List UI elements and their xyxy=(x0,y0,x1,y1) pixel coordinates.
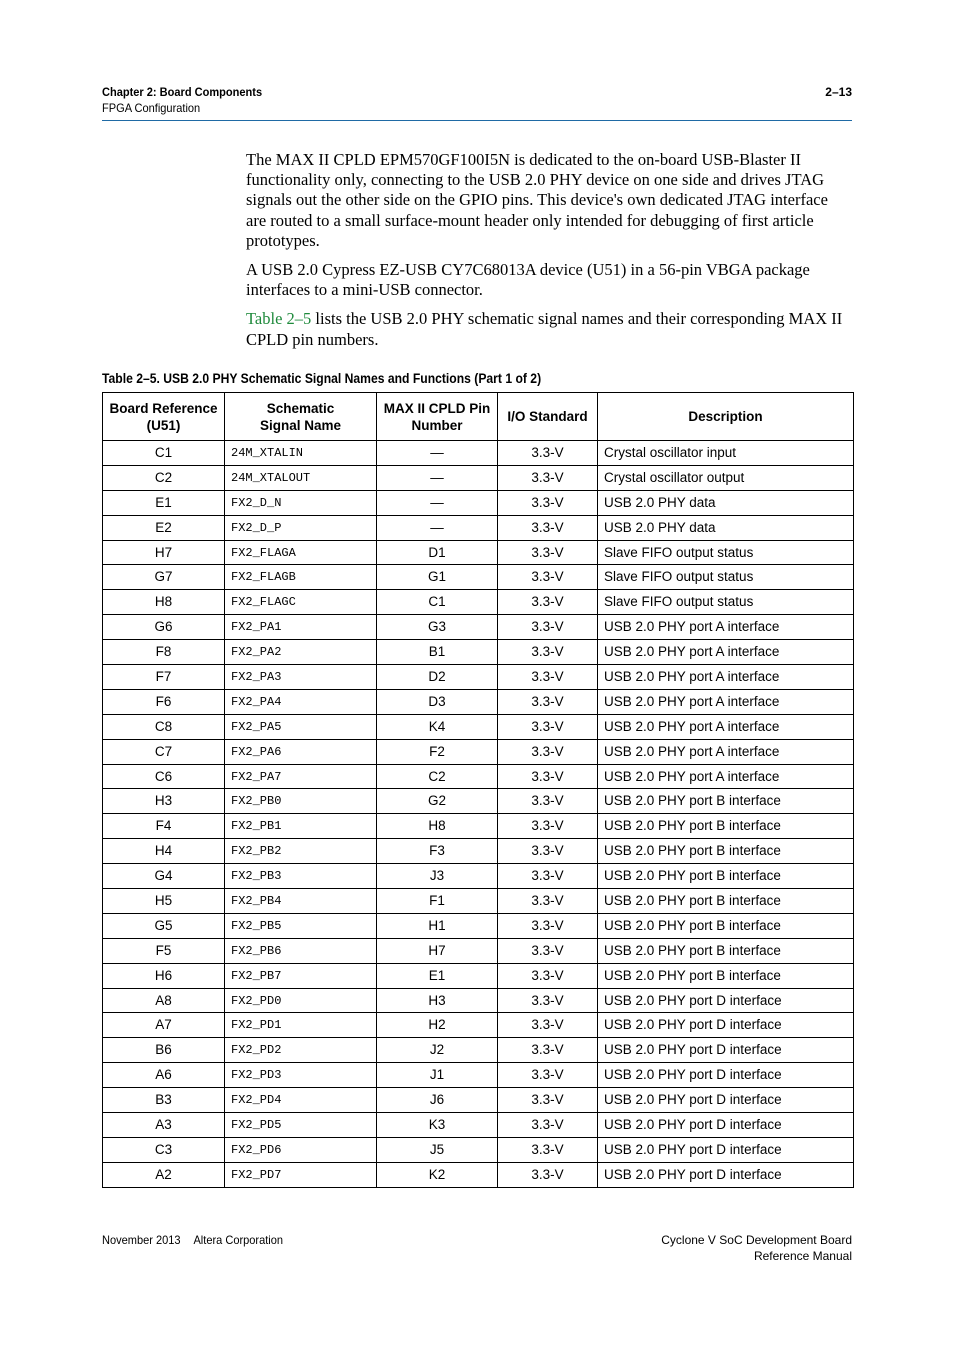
cell-io-standard: 3.3-V xyxy=(498,963,598,988)
cell-cpld-pin: — xyxy=(377,490,498,515)
cell-description: USB 2.0 PHY data xyxy=(598,490,854,515)
cell-io-standard: 3.3-V xyxy=(498,1162,598,1187)
cell-signal-name: 24M_XTALIN xyxy=(225,441,377,466)
cell-cpld-pin: K3 xyxy=(377,1113,498,1138)
cell-signal-name: FX2_PA4 xyxy=(225,689,377,714)
cell-io-standard: 3.3-V xyxy=(498,540,598,565)
cell-board-reference: C7 xyxy=(103,739,225,764)
footer-date: November 2013 xyxy=(102,1233,181,1247)
table-row xyxy=(103,714,854,739)
cell-description: USB 2.0 PHY port A interface xyxy=(598,739,854,764)
cell-signal-name: FX2_PA5 xyxy=(225,714,377,739)
table-row xyxy=(103,1162,854,1187)
cell-io-standard: 3.3-V xyxy=(498,1013,598,1038)
cell-cpld-pin: E1 xyxy=(377,963,498,988)
cell-description: USB 2.0 PHY port B interface xyxy=(598,889,854,914)
cell-signal-name: FX2_FLAGC xyxy=(225,590,377,615)
cell-signal-name: FX2_PB5 xyxy=(225,913,377,938)
cell-description: USB 2.0 PHY port A interface xyxy=(598,714,854,739)
cell-signal-name: FX2_PB2 xyxy=(225,839,377,864)
cell-cpld-pin: F2 xyxy=(377,739,498,764)
cell-board-reference: A3 xyxy=(103,1113,225,1138)
running-header xyxy=(102,84,262,116)
cell-signal-name: 24M_XTALOUT xyxy=(225,465,377,490)
cell-board-reference: H5 xyxy=(103,889,225,914)
cell-signal-name: FX2_PB0 xyxy=(225,789,377,814)
section-title: FPGA Configuration xyxy=(102,101,201,115)
header-board-reference: Board Reference (U51) xyxy=(103,393,225,441)
cell-board-reference: E2 xyxy=(103,515,225,540)
cell-board-reference: H4 xyxy=(103,839,225,864)
cell-board-reference: F7 xyxy=(103,665,225,690)
cell-description: USB 2.0 PHY port D interface xyxy=(598,1063,854,1088)
table-row xyxy=(103,864,854,889)
cell-io-standard: 3.3-V xyxy=(498,665,598,690)
cell-board-reference: C3 xyxy=(103,1137,225,1162)
table-row xyxy=(103,988,854,1013)
cell-board-reference: H3 xyxy=(103,789,225,814)
header-signal-name: Schematic Signal Name xyxy=(225,393,377,441)
cell-cpld-pin: K2 xyxy=(377,1162,498,1187)
table-row xyxy=(103,1063,854,1088)
cell-board-reference: A2 xyxy=(103,1162,225,1187)
cell-signal-name: FX2_PB4 xyxy=(225,889,377,914)
cell-io-standard: 3.3-V xyxy=(498,1113,598,1138)
cell-io-standard: 3.3-V xyxy=(498,889,598,914)
cell-signal-name: FX2_D_N xyxy=(225,490,377,515)
cell-io-standard: 3.3-V xyxy=(498,913,598,938)
cell-io-standard: 3.3-V xyxy=(498,640,598,665)
cell-description: USB 2.0 PHY port D interface xyxy=(598,988,854,1013)
cell-cpld-pin: C1 xyxy=(377,590,498,615)
table-row xyxy=(103,1088,854,1113)
cell-signal-name: FX2_PD1 xyxy=(225,1013,377,1038)
cell-description: Crystal oscillator output xyxy=(598,465,854,490)
table-row xyxy=(103,1113,854,1138)
cell-io-standard: 3.3-V xyxy=(498,441,598,466)
cell-description: USB 2.0 PHY port D interface xyxy=(598,1013,854,1038)
cell-signal-name: FX2_PA3 xyxy=(225,665,377,690)
cell-cpld-pin: J2 xyxy=(377,1038,498,1063)
cell-board-reference: A7 xyxy=(103,1013,225,1038)
cell-cpld-pin: — xyxy=(377,441,498,466)
header-description: Description xyxy=(598,393,854,441)
chapter-title: Chapter 2: Board Components xyxy=(102,85,263,99)
cell-io-standard: 3.3-V xyxy=(498,739,598,764)
cell-signal-name: FX2_PD7 xyxy=(225,1162,377,1187)
cell-board-reference: F6 xyxy=(103,689,225,714)
cell-cpld-pin: G1 xyxy=(377,565,498,590)
cell-cpld-pin: K4 xyxy=(377,714,498,739)
table-row xyxy=(103,1137,854,1162)
cell-description: USB 2.0 PHY port B interface xyxy=(598,938,854,963)
cell-signal-name: FX2_PD6 xyxy=(225,1137,377,1162)
cell-board-reference: C1 xyxy=(103,441,225,466)
cell-description: USB 2.0 PHY port D interface xyxy=(598,1162,854,1187)
cell-io-standard: 3.3-V xyxy=(498,1038,598,1063)
paragraph-table-intro-text: lists the USB 2.0 PHY schematic signal names and their corresponding MAX II CPLD pin numbers. xyxy=(246,309,843,349)
table-row xyxy=(103,1013,854,1038)
footer-right xyxy=(661,1232,852,1264)
cell-description: Crystal oscillator input xyxy=(598,441,854,466)
cell-cpld-pin: H2 xyxy=(377,1013,498,1038)
header-io-standard: I/O Standard xyxy=(498,393,598,441)
cell-signal-name: FX2_PD4 xyxy=(225,1088,377,1113)
paragraph-table-intro xyxy=(246,309,852,349)
cell-board-reference: F8 xyxy=(103,640,225,665)
cell-description: Slave FIFO output status xyxy=(598,540,854,565)
cell-signal-name: FX2_PB6 xyxy=(225,938,377,963)
cell-cpld-pin: D2 xyxy=(377,665,498,690)
cell-io-standard: 3.3-V xyxy=(498,764,598,789)
cell-description: USB 2.0 PHY port B interface xyxy=(598,864,854,889)
table-row xyxy=(103,590,854,615)
cell-io-standard: 3.3-V xyxy=(498,490,598,515)
table-row xyxy=(103,839,854,864)
cell-cpld-pin: — xyxy=(377,515,498,540)
cell-signal-name: FX2_FLAGB xyxy=(225,565,377,590)
cell-signal-name: FX2_FLAGA xyxy=(225,540,377,565)
footer-company: Altera Corporation xyxy=(193,1233,284,1247)
cell-board-reference: G6 xyxy=(103,615,225,640)
table-row xyxy=(103,913,854,938)
table-row xyxy=(103,640,854,665)
cell-description: USB 2.0 PHY port D interface xyxy=(598,1038,854,1063)
cell-cpld-pin: D3 xyxy=(377,689,498,714)
cell-io-standard: 3.3-V xyxy=(498,988,598,1013)
cell-io-standard: 3.3-V xyxy=(498,1088,598,1113)
cell-description: USB 2.0 PHY port A interface xyxy=(598,615,854,640)
cell-description: USB 2.0 PHY port A interface xyxy=(598,665,854,690)
cell-signal-name: FX2_PB1 xyxy=(225,814,377,839)
cell-cpld-pin: H7 xyxy=(377,938,498,963)
cell-board-reference: B3 xyxy=(103,1088,225,1113)
cell-board-reference: G7 xyxy=(103,565,225,590)
table-row xyxy=(103,515,854,540)
cell-board-reference: F4 xyxy=(103,814,225,839)
cell-board-reference: H6 xyxy=(103,963,225,988)
table-row xyxy=(103,739,854,764)
table-row xyxy=(103,889,854,914)
table-caption: Table 2–5. USB 2.0 PHY Schematic Signal Names and Functions (Part 1 of 2) xyxy=(102,371,542,386)
cell-cpld-pin: F3 xyxy=(377,839,498,864)
header-cpld-pin: MAX II CPLD Pin Number xyxy=(377,393,498,441)
cell-description: USB 2.0 PHY data xyxy=(598,515,854,540)
cell-io-standard: 3.3-V xyxy=(498,1063,598,1088)
table-row xyxy=(103,789,854,814)
paragraph-max2-cpld: The MAX II CPLD EPM570GF100I5N is dedicated to the on-board USB-Blaster II functionality only, connecting to the USB 2.0 PHY device on one side and drives JTAG signals out the other side on the GPIO pins. This device's own dedicated JTAG interface are routed to a small surface-mount header only intended for debugging of first article prototypes. xyxy=(246,150,828,250)
cell-io-standard: 3.3-V xyxy=(498,714,598,739)
cell-board-reference: H8 xyxy=(103,590,225,615)
cell-board-reference: A8 xyxy=(103,988,225,1013)
cell-cpld-pin: J6 xyxy=(377,1088,498,1113)
table-row xyxy=(103,764,854,789)
cell-cpld-pin: J3 xyxy=(377,864,498,889)
cell-board-reference: F5 xyxy=(103,938,225,963)
cell-io-standard: 3.3-V xyxy=(498,789,598,814)
cell-signal-name: FX2_PD5 xyxy=(225,1113,377,1138)
cell-description: Slave FIFO output status xyxy=(598,565,854,590)
footer-doc-title: Cyclone V SoC Development Board xyxy=(661,1233,852,1247)
cell-cpld-pin: H8 xyxy=(377,814,498,839)
cell-board-reference: C2 xyxy=(103,465,225,490)
table-row xyxy=(103,665,854,690)
table-row xyxy=(103,615,854,640)
cell-board-reference: G4 xyxy=(103,864,225,889)
cell-description: USB 2.0 PHY port D interface xyxy=(598,1113,854,1138)
cell-description: USB 2.0 PHY port A interface xyxy=(598,689,854,714)
table-row xyxy=(103,540,854,565)
table-row xyxy=(103,441,854,466)
cell-signal-name: FX2_PA6 xyxy=(225,739,377,764)
page-number: 2–13 xyxy=(825,85,852,99)
cell-io-standard: 3.3-V xyxy=(498,689,598,714)
cell-io-standard: 3.3-V xyxy=(498,515,598,540)
cell-board-reference: G5 xyxy=(103,913,225,938)
cell-description: USB 2.0 PHY port D interface xyxy=(598,1088,854,1113)
cell-cpld-pin: D1 xyxy=(377,540,498,565)
cell-board-reference: E1 xyxy=(103,490,225,515)
cell-cpld-pin: G3 xyxy=(377,615,498,640)
table-row xyxy=(103,963,854,988)
table-row xyxy=(103,1038,854,1063)
cell-cpld-pin: J1 xyxy=(377,1063,498,1088)
cell-board-reference: C6 xyxy=(103,764,225,789)
cell-signal-name: FX2_PB3 xyxy=(225,864,377,889)
cell-io-standard: 3.3-V xyxy=(498,839,598,864)
cell-io-standard: 3.3-V xyxy=(498,565,598,590)
cell-cpld-pin: F1 xyxy=(377,889,498,914)
cell-description: USB 2.0 PHY port D interface xyxy=(598,1137,854,1162)
cell-signal-name: FX2_PA1 xyxy=(225,615,377,640)
cell-signal-name: FX2_PA7 xyxy=(225,764,377,789)
cell-io-standard: 3.3-V xyxy=(498,938,598,963)
header-divider xyxy=(102,120,852,121)
cell-io-standard: 3.3-V xyxy=(498,465,598,490)
cell-board-reference: A6 xyxy=(103,1063,225,1088)
cell-cpld-pin: H1 xyxy=(377,913,498,938)
table-row xyxy=(103,565,854,590)
cell-signal-name: FX2_D_P xyxy=(225,515,377,540)
cell-board-reference: H7 xyxy=(103,540,225,565)
cell-cpld-pin: — xyxy=(377,465,498,490)
cell-io-standard: 3.3-V xyxy=(498,590,598,615)
cell-signal-name: FX2_PD3 xyxy=(225,1063,377,1088)
cell-io-standard: 3.3-V xyxy=(498,1137,598,1162)
table-row xyxy=(103,689,854,714)
cell-description: USB 2.0 PHY port B interface xyxy=(598,913,854,938)
cell-io-standard: 3.3-V xyxy=(498,864,598,889)
table-row xyxy=(103,490,854,515)
cell-cpld-pin: G2 xyxy=(377,789,498,814)
cell-signal-name: FX2_PD2 xyxy=(225,1038,377,1063)
cell-signal-name: FX2_PD0 xyxy=(225,988,377,1013)
table-row xyxy=(103,938,854,963)
footer-left xyxy=(102,1232,283,1248)
cell-signal-name: FX2_PB7 xyxy=(225,963,377,988)
cell-description: USB 2.0 PHY port B interface xyxy=(598,814,854,839)
cell-cpld-pin: H3 xyxy=(377,988,498,1013)
cell-board-reference: C8 xyxy=(103,714,225,739)
cell-description: USB 2.0 PHY port B interface xyxy=(598,789,854,814)
table-header-row xyxy=(103,393,854,441)
cell-io-standard: 3.3-V xyxy=(498,615,598,640)
footer-doc-subtitle: Reference Manual xyxy=(753,1249,852,1263)
paragraph-cypress-usb: A USB 2.0 Cypress EZ-USB CY7C68013A device (U51) in a 56-pin VBGA package interfaces to a mini-USB connector. xyxy=(246,260,810,300)
table-reference-link[interactable]: Table 2–5 xyxy=(246,309,312,329)
cell-description: USB 2.0 PHY port A interface xyxy=(598,764,854,789)
cell-signal-name: FX2_PA2 xyxy=(225,640,377,665)
cell-description: Slave FIFO output status xyxy=(598,590,854,615)
cell-cpld-pin: B1 xyxy=(377,640,498,665)
cell-cpld-pin: C2 xyxy=(377,764,498,789)
signal-table xyxy=(102,392,854,1188)
cell-description: USB 2.0 PHY port B interface xyxy=(598,839,854,864)
cell-io-standard: 3.3-V xyxy=(498,814,598,839)
cell-board-reference: B6 xyxy=(103,1038,225,1063)
body-text xyxy=(246,150,852,359)
cell-cpld-pin: J5 xyxy=(377,1137,498,1162)
cell-description: USB 2.0 PHY port B interface xyxy=(598,963,854,988)
cell-description: USB 2.0 PHY port A interface xyxy=(598,640,854,665)
table-row xyxy=(103,465,854,490)
table-row xyxy=(103,814,854,839)
